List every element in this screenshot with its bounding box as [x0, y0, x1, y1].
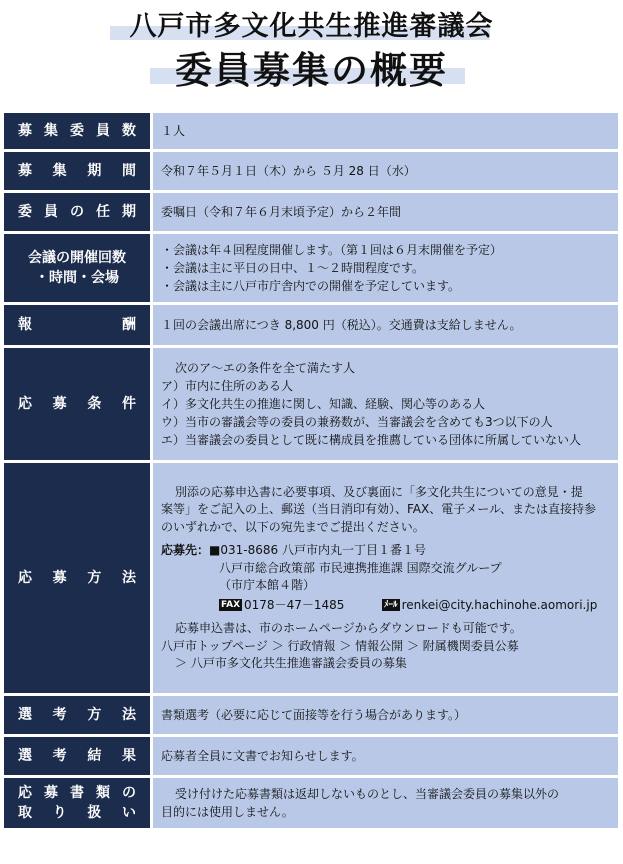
destination-label: 応募先： [161, 543, 210, 557]
condition-line: イ）多文化共生の推進に関し、知識、経験、関心等のある人 [161, 397, 486, 411]
label-char: 条 [87, 396, 102, 412]
label-char: 間 [121, 163, 136, 179]
row-value [150, 234, 618, 302]
download-note: 応募申込書は、市のホームページからダウンロードも可能です。 [175, 621, 522, 635]
label-char: 応 [18, 396, 32, 412]
meeting-line: ・会議は主に平日の日中、１～２時間程度です。 [161, 261, 425, 275]
row-value [150, 463, 618, 693]
condition-line: ア）市内に住所のある人 [161, 379, 294, 393]
label-char: 募 [52, 570, 67, 586]
label-char: 方 [87, 570, 102, 586]
label-char: 募 [44, 785, 58, 801]
condition-line: エ）当審議会の委員として既に構成員を推薦している団体に所属していない人 [161, 433, 582, 447]
row-label [4, 234, 150, 302]
row-label [4, 348, 150, 460]
label-char: の [70, 204, 84, 220]
destination-department: 八戸市総合政策部 市民連携推進課 国際交流グループ [219, 560, 502, 575]
table-row [4, 305, 618, 345]
table-row [4, 113, 618, 149]
row-value [150, 348, 618, 460]
label-char: 考 [52, 707, 67, 723]
label-char: 酬 [122, 317, 136, 333]
label-char: 法 [121, 570, 136, 586]
meeting-line: ・会議は年４回程度開催します。（第１回は６月末開催を予定） [161, 243, 503, 257]
label-char: 募 [18, 123, 32, 139]
row-label [4, 305, 150, 345]
overview-table [4, 110, 618, 831]
meeting-line: ・会議は主に八戸市庁舎内での開催を予定しています。 [161, 279, 461, 293]
label-char: 期 [87, 163, 102, 179]
table-row [4, 348, 618, 460]
table-row [4, 463, 618, 693]
row-label [4, 463, 150, 693]
web-path: 八戸市トップページ ＞ 行政情報 ＞ 情報公開 ＞ 附属機関委員公募 [161, 638, 519, 653]
label-meeting-line2: ・時間・会場 [35, 270, 119, 286]
page-title-line2: 委員募集の概要 [175, 49, 448, 92]
apply-intro: 案等」をご記入の上、郵送（当日消印有効）、FAX、電子メール、または直接持参 [161, 502, 597, 516]
label-char: 員 [96, 123, 110, 139]
web-path: ＞ 八戸市多文化共生推進審議会委員の募集 [175, 656, 407, 670]
label-char: 法 [121, 707, 136, 723]
label-char: 果 [121, 748, 136, 764]
label-char: 類 [96, 785, 110, 801]
label-char: 応 [18, 785, 32, 801]
label-term [4, 202, 150, 222]
label-char: 委 [18, 204, 32, 220]
email-address[interactable]: renkei@city.hachinohe.aomori.jp [401, 597, 598, 612]
label-char: 期 [122, 204, 136, 220]
label-char: り [52, 805, 67, 821]
label-char: 集 [44, 123, 58, 139]
row-value: 委嘱日（令和７年６月末頃予定）から２年間 [150, 193, 618, 231]
label-documents-line2 [4, 803, 150, 823]
contact-line [161, 597, 612, 615]
label-selection-result [4, 746, 150, 766]
row-label [4, 152, 150, 190]
label-char: 考 [52, 748, 67, 764]
destination-floor: （市庁本館４階） [219, 578, 316, 592]
fax-number: 0178－47－1485 [244, 597, 345, 612]
row-value: 応募者全員に文書でお知らせします。 [150, 737, 618, 775]
label-char: 委 [70, 123, 84, 139]
page-header [0, 0, 623, 104]
label-char: の [122, 785, 136, 801]
table-row [4, 778, 618, 828]
label-char: 扱 [87, 805, 102, 821]
row-value [150, 778, 618, 828]
destination-address: ■031-8686 八戸市内丸一丁目１番１号 [209, 543, 426, 557]
label-conditions [4, 394, 150, 414]
row-value: １回の会議出席につき 8,800 円（税込）。交通費は支給しません。 [150, 305, 618, 345]
label-char: 結 [87, 748, 102, 764]
page-title-line1: 八戸市多文化共生推進審議会 [129, 11, 494, 42]
row-value: 書類選考（必要に応じて面接等を行う場合があります。） [150, 696, 618, 734]
table-row [4, 234, 618, 302]
label-char: 募 [18, 163, 32, 179]
label-char: い [121, 805, 136, 821]
fax-icon: FAX [221, 600, 241, 610]
label-char: 報 [18, 317, 32, 333]
label-char: 員 [44, 204, 58, 220]
label-char: 応 [18, 570, 32, 586]
condition-line: 次のア～エの条件を全て満たす人 [175, 361, 356, 375]
apply-intro: 別添の応募申込書に必要事項、及び裏面に「多文化共生についての意見・提 [175, 484, 583, 499]
label-selection-method [4, 705, 150, 725]
label-char: 件 [121, 396, 136, 412]
row-value: 令和７年５月１日（木）から ５月 28 日（水） [150, 152, 618, 190]
row-label [4, 778, 150, 828]
row-label [4, 113, 150, 149]
label-char: 選 [18, 748, 32, 764]
label-char: 方 [87, 707, 102, 723]
documents-text: 受け付けた応募書類は返却しないものとし、当審議会委員の募集以外の [175, 787, 560, 801]
apply-intro: のいずれかで、以下の宛先までご提出ください。 [161, 519, 425, 534]
condition-line: ウ）当市の審議会等の委員の兼務数が、当審議会を含めても3つ以下の人 [161, 415, 553, 429]
label-meeting-line1: 会議の開催回数 [28, 250, 126, 266]
table-row [4, 152, 618, 190]
label-recruit-period [4, 161, 150, 181]
label-char: 任 [96, 204, 110, 220]
mail-icon: ﾒｰﾙ [384, 600, 398, 610]
destination-line [161, 542, 612, 560]
label-reward [4, 315, 150, 335]
row-value: １人 [150, 113, 618, 149]
table-row [4, 193, 618, 231]
row-label [4, 696, 150, 734]
row-label [4, 737, 150, 775]
documents-text: 目的には使用しません。 [161, 805, 294, 819]
label-char: 書 [70, 785, 84, 801]
label-char: 選 [18, 707, 32, 723]
row-label [4, 193, 150, 231]
label-documents-line1 [4, 783, 150, 803]
label-char: 数 [122, 123, 136, 139]
label-char: 取 [18, 805, 32, 821]
label-recruit-count [4, 121, 150, 141]
table-row [4, 696, 618, 734]
label-char: 募 [52, 396, 67, 412]
label-apply-method [4, 568, 150, 588]
label-char: 集 [52, 163, 67, 179]
table-row [4, 737, 618, 775]
